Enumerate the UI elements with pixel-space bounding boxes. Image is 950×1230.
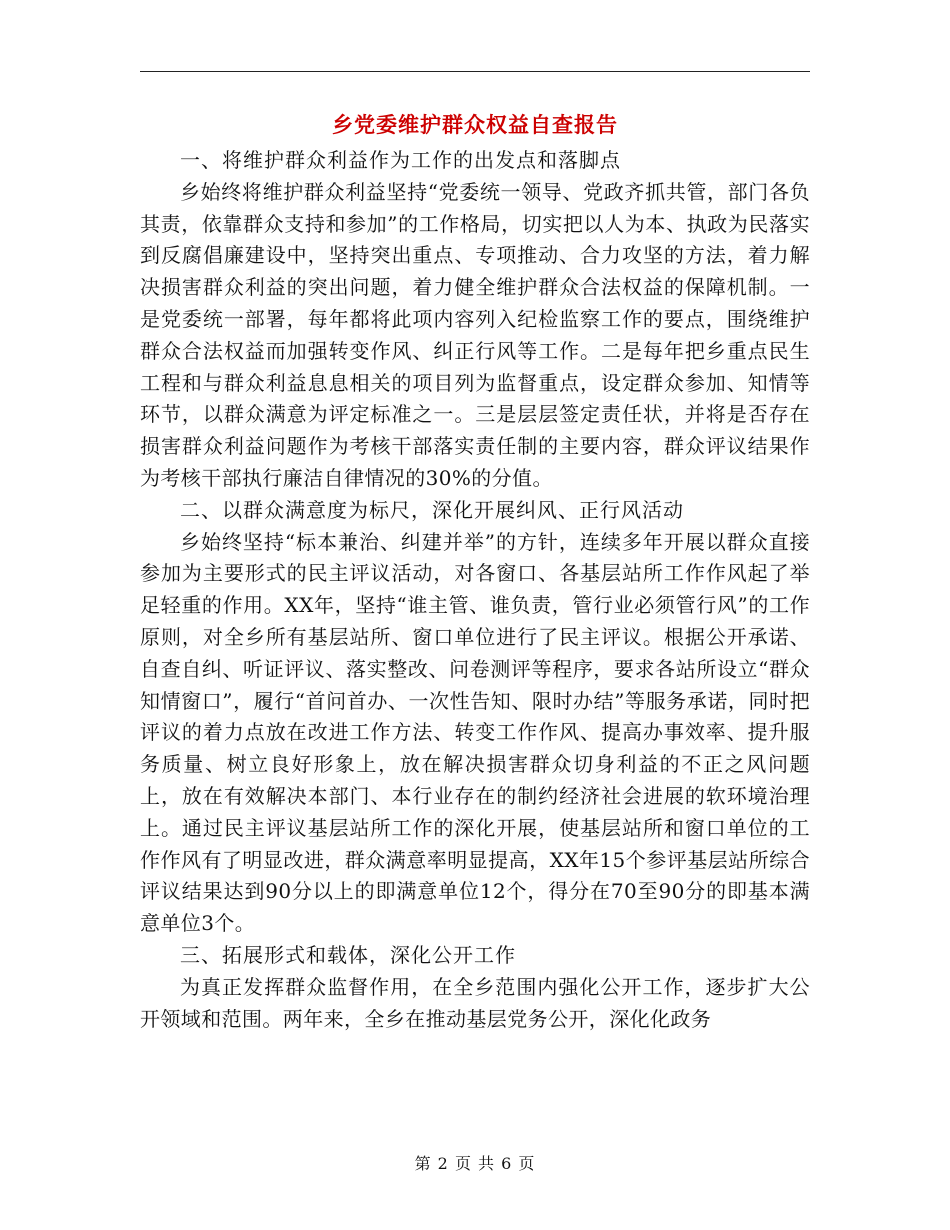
body-paragraph-2: 乡始终坚持“标本兼治、纠建并举”的方针，连续多年开展以群众直接参加为主要形式的民主评议活动，对各窗口、各基层站所工作作风起了举足轻重的作用。XX年，坚持“谁主管、谁负责，管行业必须管行风”的工作原则，对全乡所有基层站所、窗口单位进行了民主评议。根据公开承诺、自查自纠、听证评议、落实整改、问卷测评等程序，要求各站所设立“群众知情窗口”，履行“首问首办、一次性告知、限时办结”等服务承诺，同时把评议的着力点放在改进工作方法、转变工作作风、提高办事效率、提升服务质量、树立良好形象上，放在解决损害群众切身利益的不正之风问题上，放在有效解决本部门、本行业存在的制约经济社会进展的软环境治理上。通过民主评议基层站所工作的深化开展，使基层站所和窗口单位的工作作风有了明显改进，群众满意率明显提高，XX年15个参评基层站所综合评议结果达到90分以上的即满意单位12个，得分在70至90分的即基本满意单位3个。	[140, 529, 810, 936]
page-number-footer: 第 2 页 共 6 页	[414, 1154, 536, 1173]
header-rule	[140, 71, 810, 72]
section-heading-2: 二、以群众满意度为标尺，深化开展纠风、正行风活动	[180, 497, 684, 522]
section-heading-1: 一、将维护群众利益作为工作的出发点和落脚点	[180, 148, 621, 172]
document-title: 乡党委维护群众权益自查报告	[332, 113, 618, 137]
section-heading-3: 三、拓展形式和载体，深化公开工作	[180, 942, 516, 967]
body-paragraph-3: 为真正发挥群众监督作用，在全乡范围内强化公开工作，逐步扩大公开领域和范围。两年来，全乡在推动基层党务公开，深化化政务	[140, 974, 810, 1031]
document-body	[140, 145, 810, 1035]
body-paragraph-1: 乡始终将维护群众利益坚持“党委统一领导、党政齐抓共管，部门各负其责，依靠群众支持和参加”的工作格局，切实把以人为本、执政为民落实到反腐倡廉建设中，坚持突出重点、专项推动、合力攻坚的方法，着力解决损害群众利益的突出问题，着力健全维护群众合法权益的保障机制。一是党委统一部署，每年都将此项内容列入纪检监察工作的要点，围绕维护群众合法权益而加强转变作风、纠正行风等工作。二是每年把乡重点民生工程和与群众利益息息相关的项目列为监督重点，设定群众参加、知情等环节，以群众满意为评定标准之一。三是层层签定责任状，并将是否存在损害群众利益问题作为考核干部落实责任制的主要内容，群众评议结果作为考核干部执行廉洁自律情况的30%的分值。	[140, 179, 810, 490]
